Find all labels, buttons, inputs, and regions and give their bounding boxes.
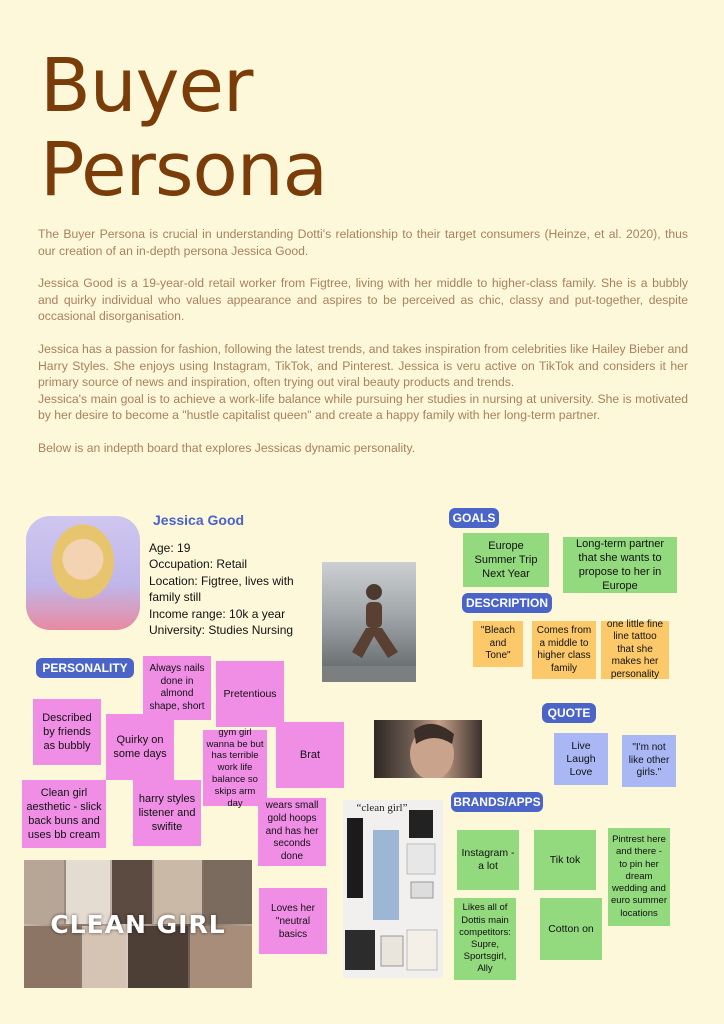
note-bleach-and-tone: "Bleach and Tone" [473,621,523,667]
outfit-caption: “clean girl” [356,802,408,814]
persona-age: Age: 19 [149,541,191,555]
intro-paragraph-1: The Buyer Persona is crucial in understanding Dotti's relationship to their target consumers (Heinze, et al. 2020), thus our creation of an in-depth persona Jessica Good. [38,227,688,258]
persona-location: Location: Figtree, lives with family still [149,573,294,605]
brands-apps-label: BRANDS/APPS [451,792,543,812]
note-bubbly: Described by friends as bubbly [33,699,101,765]
collage-overlay-text: CLEAN GIRL [50,910,226,939]
persona-facts [149,540,309,638]
persona-name: Jessica Good [153,512,245,528]
portrait-photo-shape [374,720,482,778]
note-quirky: Quirky on some days [106,714,174,780]
intro-paragraph-5: Below is an indepth board that explores Jessicas dynamic personality. [38,440,416,455]
note-tattoo: one little fine line tattoo that she makes her personality [601,621,669,679]
intro-text [38,226,688,457]
note-not-like-other-girls: "I'm not like other girls." [622,735,676,787]
intro-paragraph-4: Jessica's main goal is to achieve a work-life balance while pursuing her studies in nursing at university. She is motivated by her desire to become a "hustle capitalist queen" and create a happy family with her long-term partner. [38,391,688,423]
goals-label: GOALS [449,508,499,528]
note-gold-hoops: wears small gold hoops and has her seconds done [258,798,326,866]
note-europe-trip: Europe Summer Trip Next Year [463,533,549,587]
persona-university: University: Studies Nursing [149,623,294,638]
gym-photo [322,562,416,682]
note-long-term-partner: Long-term partner that she wants to propose to her in Europe [563,537,677,593]
persona-occupation: Occupation: Retail [149,557,248,572]
portrait-photo [374,720,482,778]
note-cotton-on: Cotton on [540,898,602,960]
personality-label: PERSONALITY [36,658,134,678]
note-instagram: Instagram - a lot [457,830,519,890]
note-harry-styles: harry styles listener and swifite [133,780,201,846]
description-label: DESCRIPTION [462,593,552,613]
page-title-line-1: Buyer [40,43,253,129]
gym-photo-figure [322,562,416,682]
note-live-laugh-love: Live Laugh Love [554,733,608,785]
intro-paragraph-2: Jessica Good is a 19-year-old retail worker from Figtree, living with her middle to higher-class family. She is a bubbly and quirky individual who values appearance and aspires to be perceived as chic, classy and put-together, despite occasional disorganisation. [38,276,688,324]
outfit-moodboard-items [343,800,443,978]
quote-label: QUOTE [542,703,596,723]
note-pretentious: Pretentious [216,661,284,727]
note-brat: Brat [276,722,344,788]
persona-avatar-photo [26,516,140,630]
note-clean-girl: Clean girl aesthetic - slick back buns and uses bb cream [22,780,106,848]
note-nails: Always nails done in almond shape, short [143,656,211,720]
note-gym-girl: gym girl wanna be but has terrible work life balance so skips arm day [203,730,267,806]
note-tiktok: Tik tok [534,830,596,890]
note-pinterest: Pintrest here and there - to pin her dream wedding and euro summer locations [608,828,670,926]
note-competitors: Likes all of Dottis main competitors: Supre, Sportsgirl, Ally [454,898,516,980]
page-title [40,44,327,212]
page-title-line-2: Persona [40,127,328,213]
intro-paragraph-3: Jessica has a passion for fashion, following the latest trends, and takes inspiration from celebrities like Hailey Bieber and Harry Styles. She enjoys using Instagram, TikTok, and Pinterest. Jessica is veru active on TikTok and considers it her primary source of news and inspiration, often trying out viral beauty products and trends. [38,341,688,390]
note-neutral-basics: Loves her "neutral basics [259,888,327,954]
outfit-moodboard-photo [343,800,443,978]
note-family-class: Comes from a middle to higher class family [532,621,596,679]
persona-income: Income range: 10k a year [149,606,286,621]
